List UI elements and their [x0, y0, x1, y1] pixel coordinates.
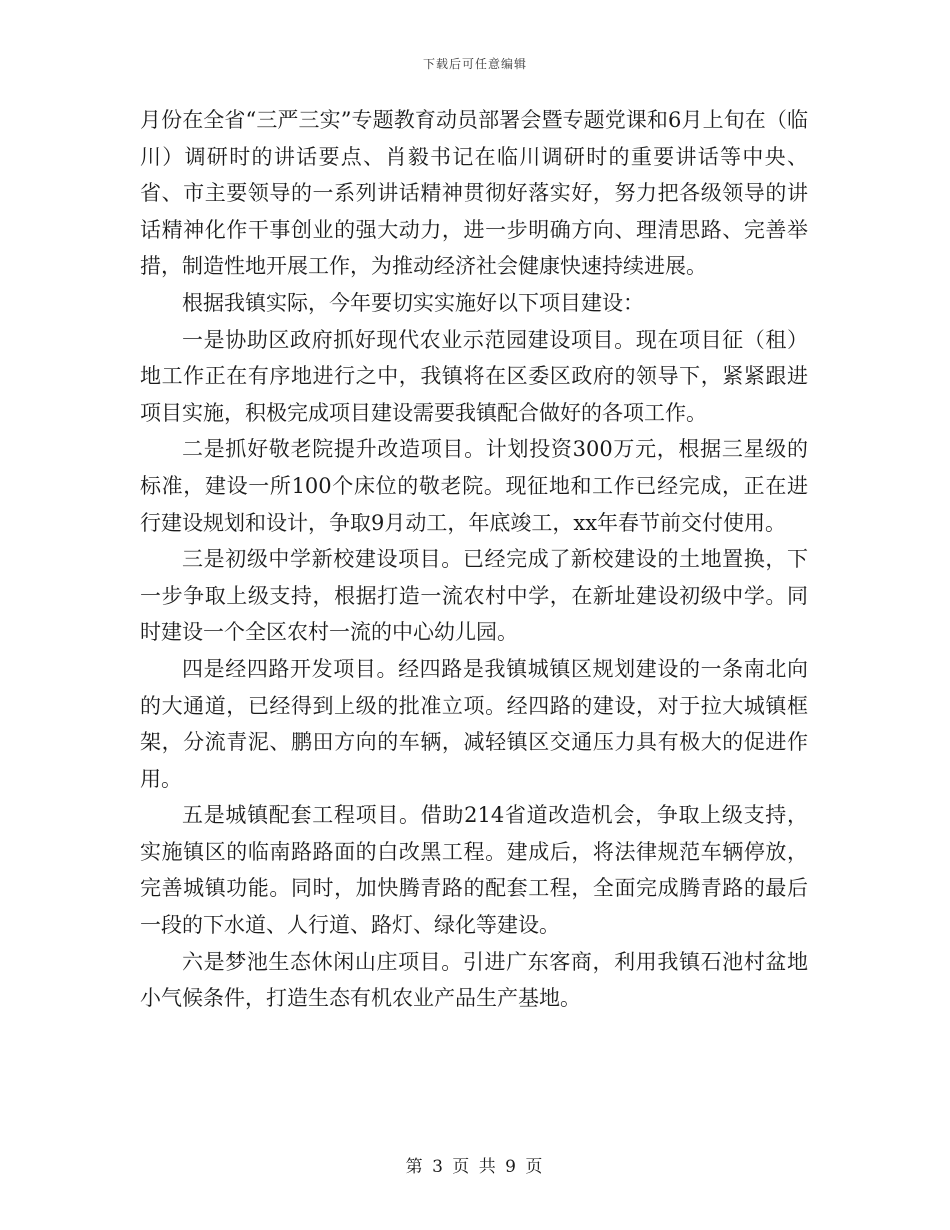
- page-number: 第 3 页 共 9 页: [405, 1157, 545, 1177]
- paragraph-intro: 根据我镇实际，今年要切实实施好以下项目建设：: [182, 290, 644, 315]
- paragraph-project-5: 五是城镇配套工程项目。借助214省道改造机会，争取上级支持，实施镇区的临南路路面的白改黑工程。建成后，将法律规范车辆停放，完善城镇功能。同时，加快腾青路的配套工程，全面完成腾青路的最后一段的下水道、人行道、路灯、绿化等建设。: [140, 803, 808, 938]
- paragraph-continuation: 月份在全省“三严三实”专题教育动员部署会暨专题党课和6月上旬在（临川）调研时的讲话要点、肖毅书记在临川调研时的重要讲话等中央、省、市主要领导的一系列讲话精神贯彻好落实好，努力把各级领导的讲话精神化作干事创业的强大动力，进一步明确方向、理清思路、完善举措，制造性地开展工作，为推动经济社会健康快速持续进展。: [140, 108, 808, 279]
- document-body: [140, 102, 808, 1017]
- paragraph-project-6: 六是梦池生态休闲山庄项目。引进广东客商，利用我镇石池村盆地小气候条件，打造生态有机农业产品生产基地。: [140, 949, 808, 1011]
- paragraph-project-3: 三是初级中学新校建设项目。已经完成了新校建设的土地置换，下一步争取上级支持，根据打造一流农村中学，在新址建设初级中学。同时建设一个全区农村一流的中心幼儿园。: [140, 547, 808, 645]
- paragraph-project-4: 四是经四路开发项目。经四路是我镇城镇区规划建设的一条南北向的大通道，已经得到上级的批准立项。经四路的建设，对于拉大城镇框架，分流青泥、鹏田方向的车辆，减轻镇区交通压力具有极大的促进作用。: [140, 656, 808, 791]
- page-header: 下载后可任意编辑: [422, 57, 527, 71]
- paragraph-project-2: 二是抓好敬老院提升改造项目。计划投资300万元，根据三星级的标准，建设一所100个床位的敬老院。现征地和工作已经完成，正在进行建设规划和设计，争取9月动工，年底竣工，xx年春节前交付使用。: [140, 437, 808, 535]
- paragraph-project-1: 一是协助区政府抓好现代农业示范园建设项目。现在项目征（租）地工作正在有序地进行之中，我镇将在区委区政府的领导下，紧紧跟进项目实施，积极完成项目建设需要我镇配合做好的各项工作。: [140, 327, 808, 425]
